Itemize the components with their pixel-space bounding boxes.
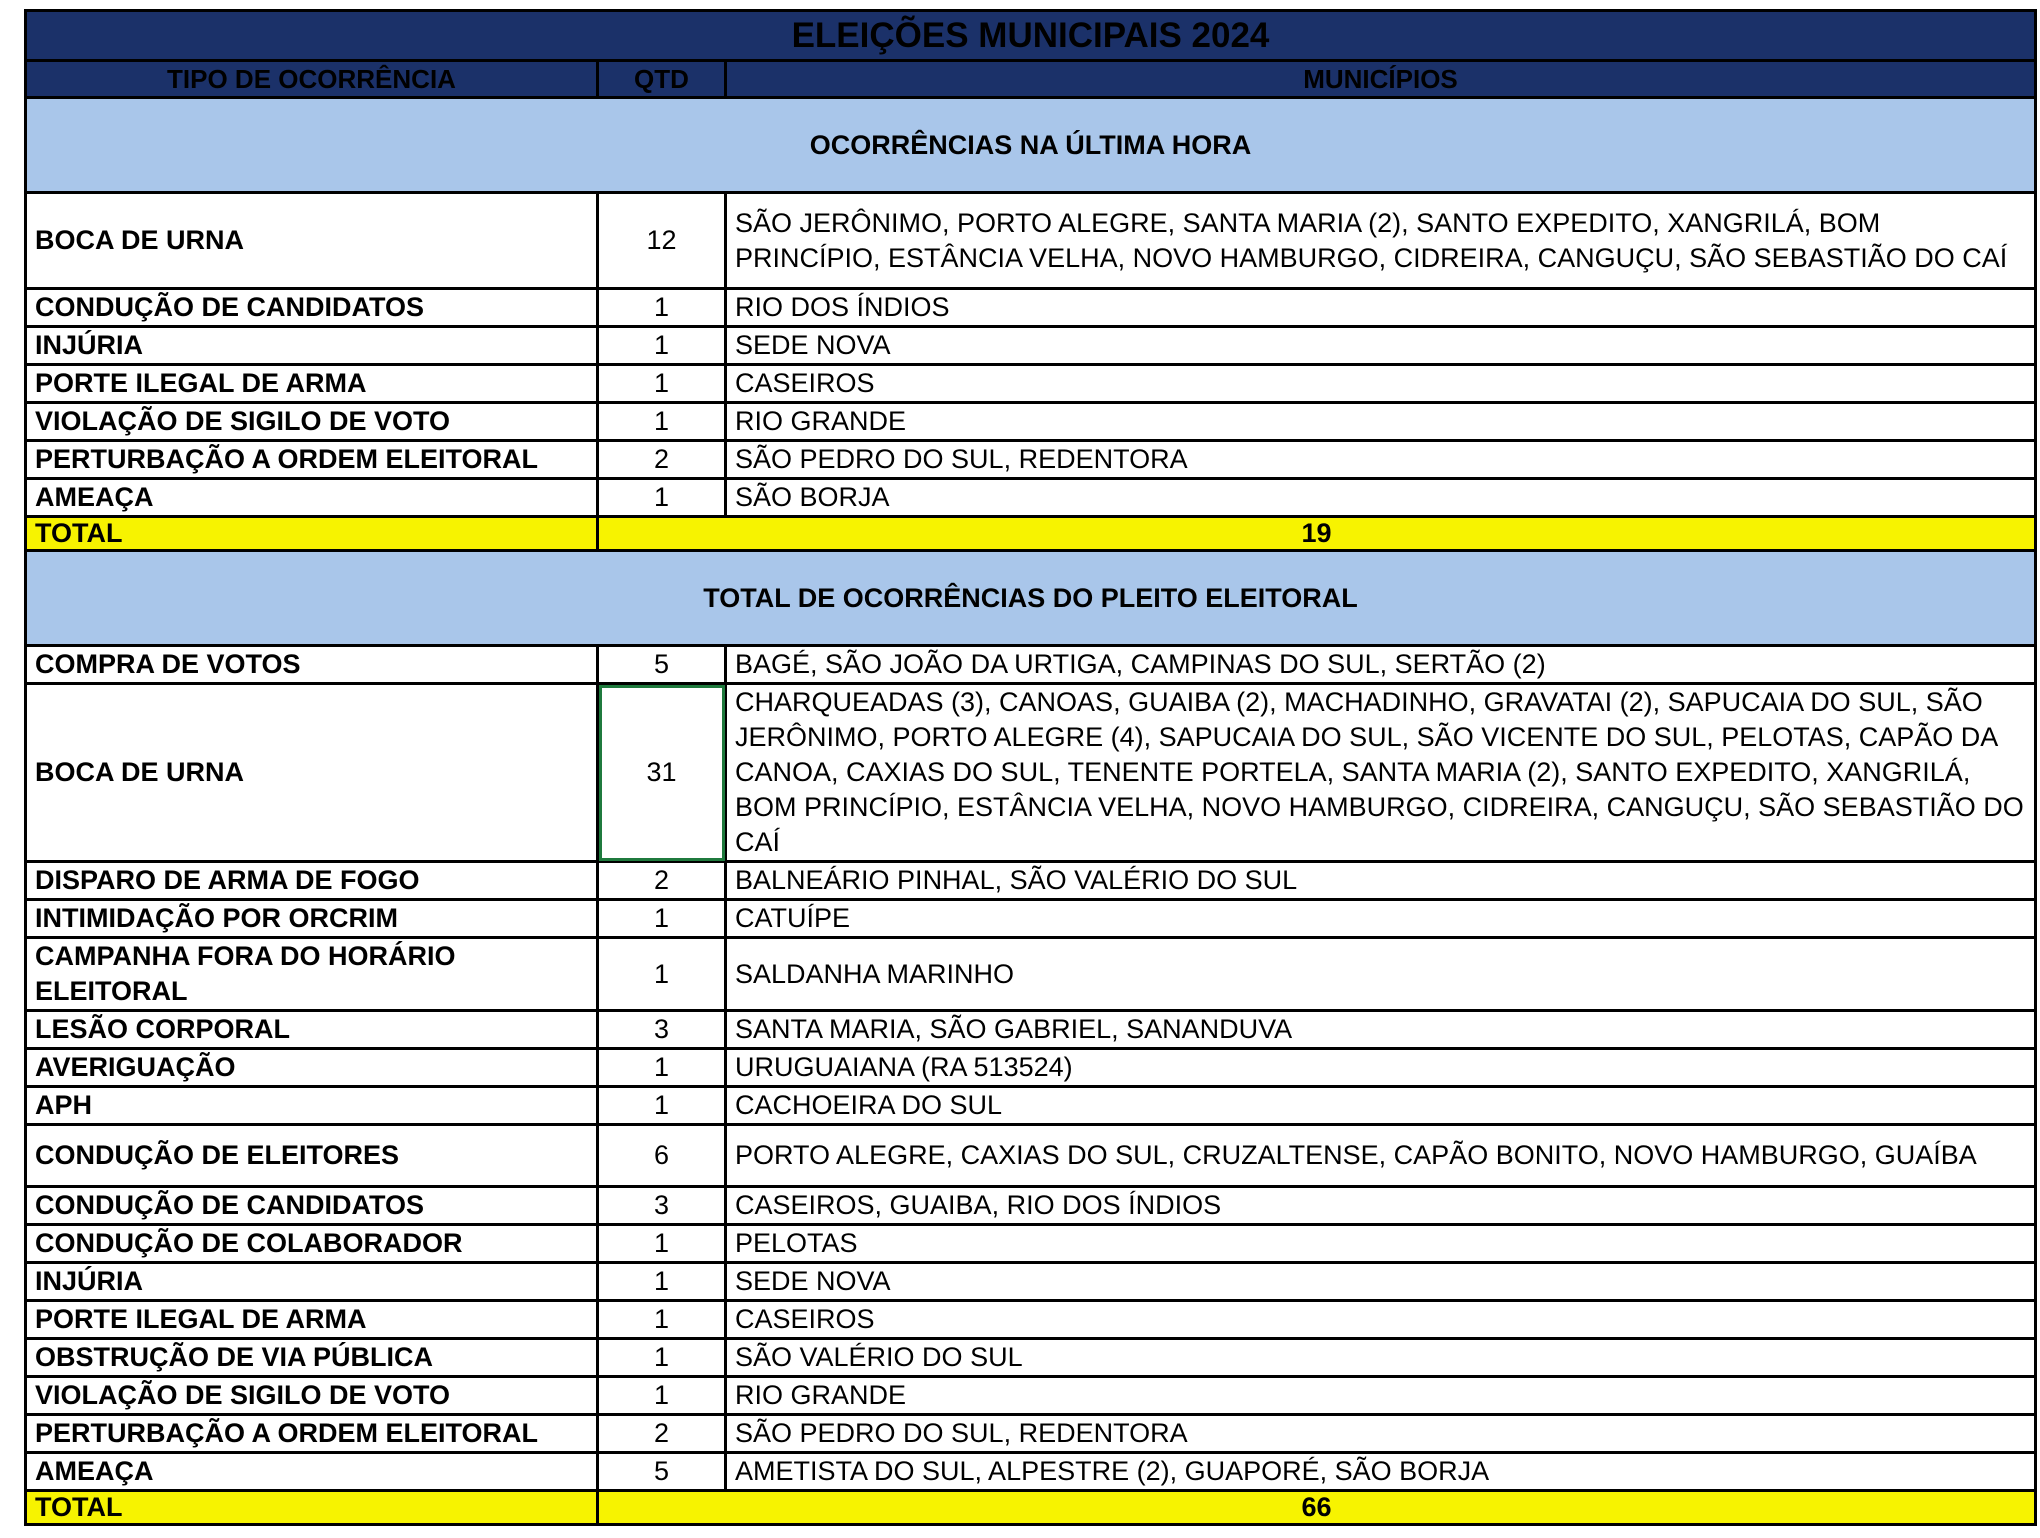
cell-municipios[interactable]: CASEIROS (726, 365, 2036, 403)
table-row (26, 862, 2036, 900)
cell-qtd[interactable]: 1 (598, 289, 726, 327)
total-label[interactable]: TOTAL (26, 1491, 598, 1525)
table-row (26, 1125, 2036, 1187)
table-row (26, 938, 2036, 1011)
cell-municipios[interactable]: BALNEÁRIO PINHAL, SÃO VALÉRIO DO SUL (726, 862, 2036, 900)
table-row (26, 403, 2036, 441)
cell-tipo[interactable]: OBSTRUÇÃO DE VIA PÚBLICA (26, 1339, 598, 1377)
table-row (26, 1049, 2036, 1087)
header-row (26, 61, 2036, 98)
cell-qtd[interactable]: 5 (598, 646, 726, 684)
cell-qtd[interactable]: 6 (598, 1125, 726, 1187)
cell-qtd[interactable]: 5 (598, 1453, 726, 1491)
table-row (26, 900, 2036, 938)
cell-tipo[interactable]: BOCA DE URNA (26, 684, 598, 862)
cell-qtd[interactable]: 2 (598, 441, 726, 479)
cell-tipo[interactable]: CONDUÇÃO DE COLABORADOR (26, 1225, 598, 1263)
cell-tipo[interactable]: PERTURBAÇÃO A ORDEM ELEITORAL (26, 1415, 598, 1453)
table-body (26, 11, 2036, 1525)
table-row (26, 193, 2036, 289)
table-row (26, 1087, 2036, 1125)
section-header-row (26, 98, 2036, 193)
cell-tipo[interactable]: AMEAÇA (26, 479, 598, 517)
section-header-row (26, 551, 2036, 646)
cell-municipios[interactable]: PORTO ALEGRE, CAXIAS DO SUL, CRUZALTENSE, CAPÃO BONITO, NOVO HAMBURGO, GUAÍBA (726, 1125, 2036, 1187)
cell-tipo[interactable]: COMPRA DE VOTOS (26, 646, 598, 684)
cell-qtd[interactable]: 3 (598, 1011, 726, 1049)
table-title[interactable]: ELEIÇÕES MUNICIPAIS 2024 (26, 11, 2036, 61)
cell-municipios[interactable]: SANTA MARIA, SÃO GABRIEL, SANANDUVA (726, 1011, 2036, 1049)
cell-municipios[interactable]: CACHOEIRA DO SUL (726, 1087, 2036, 1125)
table-row (26, 327, 2036, 365)
cell-municipios[interactable]: SÃO PEDRO DO SUL, REDENTORA (726, 1415, 2036, 1453)
cell-qtd[interactable]: 1 (598, 403, 726, 441)
cell-tipo[interactable]: PORTE ILEGAL DE ARMA (26, 1301, 598, 1339)
cell-municipios[interactable]: SEDE NOVA (726, 327, 2036, 365)
cell-qtd[interactable]: 1 (598, 1339, 726, 1377)
table-row (26, 479, 2036, 517)
cell-qtd[interactable]: 1 (598, 1263, 726, 1301)
cell-tipo[interactable]: INJÚRIA (26, 327, 598, 365)
table-row (26, 1263, 2036, 1301)
header-municipios[interactable]: MUNICÍPIOS (726, 61, 2036, 98)
cell-tipo[interactable]: CAMPANHA FORA DO HORÁRIO ELEITORAL (26, 938, 598, 1011)
cell-qtd[interactable]: 1 (598, 327, 726, 365)
cell-qtd[interactable]: 3 (598, 1187, 726, 1225)
cell-qtd[interactable]: 1 (598, 479, 726, 517)
cell-municipios[interactable]: CHARQUEADAS (3), CANOAS, GUAIBA (2), MACHADINHO, GRAVATAI (2), SAPUCAIA DO SUL, SÃO JERÔNIMO, PORTO ALEGRE (4), SAPUCAIA DO SUL, SÃO VICENTE DO SUL, PELOTAS, CAPÃO DA CANOA, CAXIAS DO SUL, TENENTE PORTELA, SANTA MARIA (2), SANTO EXPEDITO, XANGRILÁ, BOM PRINCÍPIO, ESTÂNCIA VELHA, NOVO HAMBURGO, CIDREIRA, CANGUÇU, SÃO SEBASTIÃO DO CAÍ (726, 684, 2036, 862)
cell-municipios[interactable]: RIO GRANDE (726, 403, 2036, 441)
total-value[interactable]: 66 (598, 1491, 2036, 1525)
cell-tipo[interactable]: PERTURBAÇÃO A ORDEM ELEITORAL (26, 441, 598, 479)
cell-qtd[interactable]: 1 (598, 365, 726, 403)
cell-municipios[interactable]: AMETISTA DO SUL, ALPESTRE (2), GUAPORÉ, SÃO BORJA (726, 1453, 2036, 1491)
cell-municipios[interactable]: SALDANHA MARINHO (726, 938, 2036, 1011)
cell-qtd[interactable]: 2 (598, 862, 726, 900)
table-row (26, 289, 2036, 327)
table-row (26, 684, 2036, 862)
table-row (26, 1377, 2036, 1415)
cell-qtd[interactable]: 1 (598, 1301, 726, 1339)
section-title[interactable]: TOTAL DE OCORRÊNCIAS DO PLEITO ELEITORAL (26, 551, 2036, 646)
cell-municipios[interactable]: CASEIROS, GUAIBA, RIO DOS ÍNDIOS (726, 1187, 2036, 1225)
total-value[interactable]: 19 (598, 517, 2036, 551)
table-row (26, 441, 2036, 479)
cell-municipios[interactable]: SÃO VALÉRIO DO SUL (726, 1339, 2036, 1377)
section-title[interactable]: OCORRÊNCIAS NA ÚLTIMA HORA (26, 98, 2036, 193)
total-row (26, 517, 2036, 551)
cell-municipios[interactable]: RIO GRANDE (726, 1377, 2036, 1415)
cell-qtd[interactable]: 1 (598, 938, 726, 1011)
cell-municipios[interactable]: SÃO PEDRO DO SUL, REDENTORA (726, 441, 2036, 479)
header-tipo[interactable]: TIPO DE OCORRÊNCIA (26, 61, 598, 98)
cell-tipo[interactable]: AVERIGUAÇÃO (26, 1049, 598, 1087)
cell-municipios[interactable]: CASEIROS (726, 1301, 2036, 1339)
cell-tipo[interactable]: INTIMIDAÇÃO POR ORCRIM (26, 900, 598, 938)
cell-qtd[interactable]: 1 (598, 1087, 726, 1125)
cell-tipo[interactable]: VIOLAÇÃO DE SIGILO DE VOTO (26, 1377, 598, 1415)
cell-tipo[interactable]: CONDUÇÃO DE ELEITORES (26, 1125, 598, 1187)
table-row (26, 1415, 2036, 1453)
cell-tipo[interactable]: VIOLAÇÃO DE SIGILO DE VOTO (26, 403, 598, 441)
cell-tipo[interactable]: PORTE ILEGAL DE ARMA (26, 365, 598, 403)
cell-municipios[interactable]: PELOTAS (726, 1225, 2036, 1263)
cell-municipios[interactable]: URUGUAIANA (RA 513524) (726, 1049, 2036, 1087)
table-row (26, 1301, 2036, 1339)
cell-tipo[interactable]: APH (26, 1087, 598, 1125)
cell-qtd[interactable]: 1 (598, 1225, 726, 1263)
cell-tipo[interactable]: INJÚRIA (26, 1263, 598, 1301)
cell-municipios[interactable]: SÃO JERÔNIMO, PORTO ALEGRE, SANTA MARIA (2), SANTO EXPEDITO, XANGRILÁ, BOM PRINCÍPIO, ESTÂNCIA VELHA, NOVO HAMBURGO, CIDREIRA, CANGUÇU, SÃO SEBASTIÃO DO CAÍ (726, 193, 2036, 289)
cell-tipo[interactable]: BOCA DE URNA (26, 193, 598, 289)
cell-tipo[interactable]: DISPARO DE ARMA DE FOGO (26, 862, 598, 900)
total-row (26, 1491, 2036, 1525)
cell-qtd[interactable]: 1 (598, 1377, 726, 1415)
cell-municipios[interactable]: SEDE NOVA (726, 1263, 2036, 1301)
header-qtd[interactable]: QTD (598, 61, 726, 98)
cell-tipo[interactable]: CONDUÇÃO DE CANDIDATOS (26, 1187, 598, 1225)
total-label[interactable]: TOTAL (26, 517, 598, 551)
cell-qtd[interactable]: 1 (598, 1049, 726, 1087)
cell-qtd[interactable]: 12 (598, 193, 726, 289)
table-row (26, 1453, 2036, 1491)
table-row (26, 1339, 2036, 1377)
cell-qtd[interactable]: 31 (598, 684, 726, 862)
occurrences-table (24, 9, 2037, 1526)
cell-municipios[interactable]: RIO DOS ÍNDIOS (726, 289, 2036, 327)
table-row (26, 1187, 2036, 1225)
table-row (26, 646, 2036, 684)
title-row (26, 11, 2036, 61)
cell-qtd[interactable]: 1 (598, 900, 726, 938)
table-row (26, 1011, 2036, 1049)
table-row (26, 1225, 2036, 1263)
cell-municipios[interactable]: SÃO BORJA (726, 479, 2036, 517)
cell-qtd[interactable]: 2 (598, 1415, 726, 1453)
cell-tipo[interactable]: AMEAÇA (26, 1453, 598, 1491)
cell-tipo[interactable]: LESÃO CORPORAL (26, 1011, 598, 1049)
cell-municipios[interactable]: BAGÉ, SÃO JOÃO DA URTIGA, CAMPINAS DO SUL, SERTÃO (2) (726, 646, 2036, 684)
cell-tipo[interactable]: CONDUÇÃO DE CANDIDATOS (26, 289, 598, 327)
cell-municipios[interactable]: CATUÍPE (726, 900, 2036, 938)
table-row (26, 365, 2036, 403)
